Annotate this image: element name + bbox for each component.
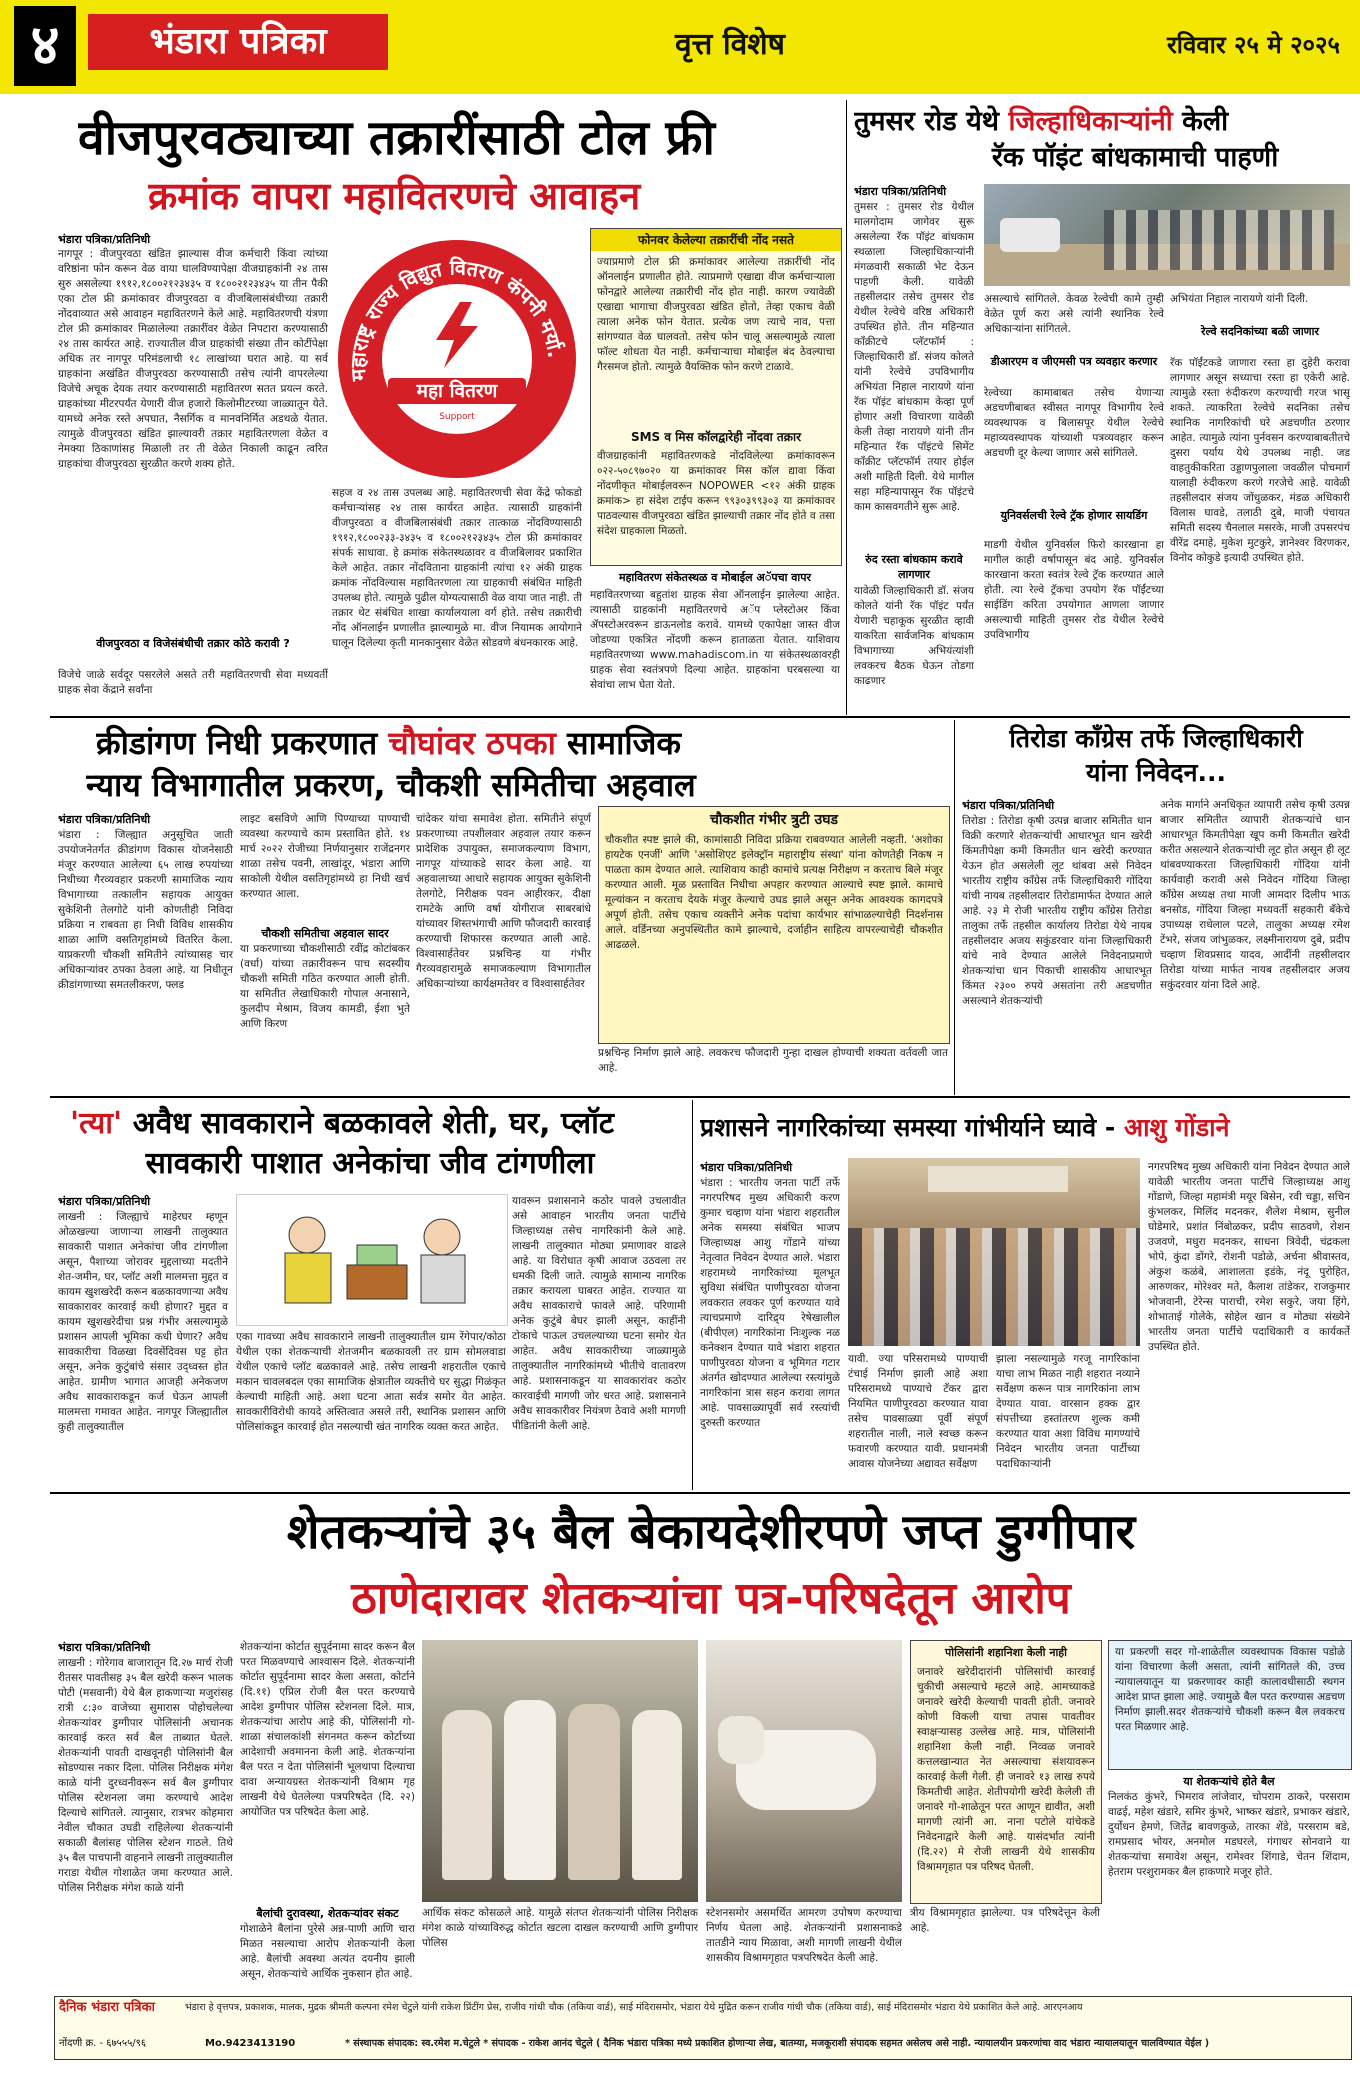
story2-col1: तुमसर : तुमसर रोड येथील मालगोदाम जागेवर सुरू असलेल्या रॅक पॉइंट बांधकाम स्थळाला जिल्हाधिकाऱ्यांनी मंगळवारी सकाळी भेट देऊन पाहणी केली. यावेळी तहसीलदार तसेच तुमसर रोड येथील रेल्वेचे वरिष्ठ अधिकारी उपस्थित होते. तीन महिन्यात कॉंक्रीटचे प्लॅटफॉर्म : जिल्हाधिकारी डॉ. संजय कोलते यांनी रेल्वेचे उपविभागीय अभियंता निहाल नारायणे यांना रॅक पॉइंट बांधकाम केव्हा पूर्ण होणार अशी विचारणा यावेळी केली तेव्हा नारायणे यांनी तीन महिन्यात रॅक पॉइंटचे सिमेंट कॉंक्रीट प्लॅटफॉर्म तयार होईल अशी माहिती दिली. येथे मागील सहा महिन्यापासून रॅक पॉइंटचे काम कासवगतीने सुरू आहे. <box>854 201 974 513</box>
story7-col4b: स्टेशनसमोर असमर्थित आमरण उपोषण करण्याचा निर्णय घेतला आहे. शेतकऱ्यांनी प्रशासनाकडे तातडीने न्याय मिळावा, अशी मागणी लाखनी येथील शासकीय विश्रामगृहात पत्रपरिषदेत केली आहे. <box>706 1907 902 1964</box>
story1-dateline: भंडारा पत्रिका/प्रतिनिधी <box>58 233 151 246</box>
story3-col4b: प्रश्नचिन्ह निर्माण झाले आहे. लवकरच फौजदारी गुन्हा दाखल होण्याची शक्यता वर्तवली जात आहे. <box>598 1047 948 1074</box>
story1-headline: वीजपुरवठ्याच्या तक्रारींसाठी टोल फ्री <box>78 110 715 166</box>
story1-col3b: महावितरणच्या बहुतांश ग्राहक सेवा ऑनलाईन झालेल्या आहेत. त्यासाठी ग्राहकांनी महावितरणचे अॅप प्लेस्टोअर किंवा ॲपस्टोअरवरून डाऊनलोड करावे. यामध्ये एकापेक्षा जास्त वीज जोडण्या एकत्रित नोंदणी करून हाताळता येतात. याशिवाय महावितरणच्या www.mahadiscom.in या संकेतस्थळावरही ग्राहक सेवा स्वतंत्रपणे दिल्या आहेत. ग्राहकांना घरबसल्या या सेवांचा लाभ घेता येतो. <box>590 589 840 691</box>
story6-col1: भंडारा : भारतीय जनता पार्टी तर्फे नगरपरिषद मुख्य अधिकारी करण कुमार चव्हाण यांना भंडारा शहरातील अनेक समस्या संबंधित भाजप जिल्हाध्यक्ष आशु गोंडाने यांच्या नेतृत्वात निवेदन देण्यात आले. भंडारा शहरामध्ये नागरिकांच्या मूलभूत सुविधा संबंधित पाणीपुरवठा योजना लवकरात लवकर पूर्ण करण्यात यावे त्याचप्रमाणे दारिद्र्य रेषेखालील (बीपीएल) नागरिकांना निःशुल्क नळ कनेक्शन देण्यात यावे भंडारा शहरात पाणीपुरवठा योजना व भूमिगत गटार अंतर्गत खोदण्यात आलेल्या रस्त्यांमुळे नागरिकांना त्रास सहन करावा लागत आहे. पावसाळ्यापूर्वी सर्व रस्त्यांची दुरुस्ती करण्यात <box>700 1177 840 1429</box>
story5-col1: लाखनी : जिल्ह्याचे माहेरघर म्हणून ओळखल्या जाणाऱ्या लाखनी तालुक्यात सावकारी पाशात अनेकांचा जीव टांगणीला असून, पैशाच्या जोरावर मुद्दलाच्या मदतीने शेत-जमीन, घर, प्लॉट अशी मालमत्ता मुद्दत व कायम खुशखरेदी करून बळकावणाऱ्या अवैध सावकारावर कारवाई कधी होणार? मुद्दत व कायम खुशखरेदीचा प्रश्न गंभीर असल्यामुळे प्रशासन आपली भूमिका कधी घेणार? अवैध सावकारीचा विळखा दिवसेंदिवस घट्ट होत असून, अनेक कुटुंबांचे संसार उद्ध्वस्त होत आहेत. ग्रामीण भागात आजही अनेकजण अवैध सावकाराकडून कर्ज घेऊन आपली मालमत्ता गमावत आहेत. नागपूर जिल्ह्यातील कुही तालुक्यातील <box>58 1211 228 1433</box>
story2-headline-red: जिल्हाधिकाऱ्यांनी <box>1008 106 1173 137</box>
issue-date: रविवार २५ मे २०२५ <box>1166 31 1340 59</box>
story2-col3b: रॅक पॉईंटकडे जाणारा रस्ता हा दुहेरी करावा लागणार असून सध्याचा रस्ता हा एकेरी आहे. त्यामुळे रस्ता रुंदीकरण करण्याची गरज भासू शकते. त्याकरिता रेल्वेचे सदनिका तसेच स्थानिक नागरिकांची घरे अडचणीत ठरणार आहेत. त्यामुळे त्यांना पुर्नवसन करण्याबाबतीतचे दुसरा पर्याय येथे उपलब्ध नाही. जड वाहतुकीकरिता उड्डाणपुलाला जवळील पोचमार्ग यालाही रुंदीकरण करणे गरजेचे आहे. यावेळी तहसीलदार संजय जोंधुळकर, मंडळ अधिकारी विलास घावडे, तलाठी दुबे, माजी पंचायत समिती सदस्य चैनलाल मसरके, माजी उपसरपंच वीरेंद्र दमाहे, मुकेश मुटकुरे, ज्ञानेश्वर विरणकर, विनोद कोकुडे इत्यादी उपस्थित होते. <box>1170 357 1350 564</box>
photo-vehicle <box>1000 218 1060 252</box>
footer-brand: दैनिक भंडारा पत्रिका <box>59 2000 155 2015</box>
story6-col3: झाला नसल्यामुळे गरजू नागरिकांना याचा लाभ मिळत नाही शहरात नव्याने सर्वेक्षण करून पात्र नागरिकांना लाभ देण्यात यावा. वारसान हक्क द्वार संपत्तीच्या हस्तांतरण शुल्क कमी करण्यात यावा अशा विविध मागण्यांचे निवेदन भारतीय जनता पार्टीच्या पदाधिकाऱ्यांनी <box>996 1353 1140 1470</box>
story7-box-title: पोलिसांनी शहानिशा केली नाही <box>945 1646 1067 1659</box>
story2-sub3: युनिवर्सलची रेल्वे ट्रॅक होणार सायडिंग <box>1000 509 1148 522</box>
vertical-divider-2 <box>954 720 955 1095</box>
vertical-divider-3 <box>692 1100 693 1490</box>
story3-col2b: या प्रकरणाच्या चौकशीसाठी रवींद्र कोटांबकर (वर्धा) यांच्या तक्रारीवरून पाच सदस्यीय चौकशी समिती गठित करण्यात आली होती. या समितीत लेखाधिकारी गोपाल अनासाने, कुलदीप मेश्राम, विजय कामडी, ईशा भुते आणि किरण <box>240 943 410 1030</box>
story4-headline-line2: यांना निवेदन... <box>1086 758 1226 787</box>
story6-dateline: भंडारा पत्रिका/प्रतिनिधी <box>700 1161 793 1174</box>
story1-sub2: महावितरण संकेतस्थळ व मोबाईल अॅपचा वापर <box>619 571 811 584</box>
photo-crowd <box>848 1228 1140 1346</box>
story1-info-box <box>590 228 842 566</box>
story7-col5c: त्रीय विश्रामगृहात झालेल्या. पत्र परिषदेत्तून केली आहे. <box>910 1907 1100 1934</box>
masthead-brand: भंडारा पत्रिका <box>88 14 388 70</box>
story1-box-text: ज्याप्रमाणे टोल फ्री क्रमांकावर आलेल्या तक्रारींची नोंद ऑनलाईन प्रणालीत होते. त्याप्रमाणे एखाद्या वीज कर्मचाऱ्याला फोनद्वारे आलेल्या तक्रारीची नोंद होत नाही. कारण ज्यावेळी एखाद्या भागाचा वीजपुरवठा खंडित होतो, तेव्हा एकाच वेळी त्याला अनेक फोन येतात. प्रत्येक जण त्याचे नाव, पत्ता सांगण्यात वेळ घालवतो. तसेच फोन चालू असल्यामुळे त्याला फॉल्ट शोधता येत नाही. कर्मचाऱ्याचा मोबाईल बंद ठेवल्याचा गैरसमज होतो. त्यामुळे वैयक्तिक फोन करणे टाळावे. <box>597 256 835 373</box>
farmer-figure-1 <box>442 1710 492 1880</box>
page-header <box>0 0 1360 94</box>
story1-box2-title: SMS व मिस कॉलद्वारेही नोंदवा तक्रार <box>630 430 802 444</box>
story3-col2: लाइट बसविणे आणि पिण्याच्या पाण्याची व्यवस्था करण्याचे काम प्रस्तावित होते. १४ मार्च २०२२ रोजीच्या निर्णयानुसार राजेंद्रनगर शाळा तसेच पवनी, लाखांदूर, भंडारा आणि साकोली येथील वसतिगृहांमध्ये हा निधी खर्च करण्यात आला. <box>240 813 410 900</box>
story5-headline-red: 'त्या' <box>70 1106 123 1141</box>
story3-dateline: भंडारा पत्रिका/प्रतिनिधी <box>58 813 151 826</box>
story7-sub2: या शेतकऱ्यांचे होते बैल <box>1183 1775 1275 1788</box>
story7-col2: शेतकऱ्यांना कोर्टात सुपूर्दनामा सादर करून बैल परत मिळवण्याचे आश्वासन दिले. शेतकऱ्यांनी कोर्टात सुपूर्दनामा सादर केला असता, कोर्टाने (दि.११) एप्रिल रोजी बैल परत करण्याचे आदेश डुग्गीपार पोलिस स्टेशनला दिले. मात्र, शेतकऱ्यांचा आरोप आहे की, पोलिसांनी गो-शाळा संचालकांशी संगनमत करून कोर्टाच्या आदेशाची अवमानना केली आहे. शेतकऱ्यांना बैल परत न देता पोलिसांनी भूलथापा दिल्याचा दावा अन्यायग्रस्त शेतकऱ्यांनी विश्राम गृह लाखनी येथे घेतलेल्या पत्रपरिषदेत (दि. २२) आयोजित पत्र परिषदेत केला आहे. <box>240 1641 415 1818</box>
story2-headline-b: केली <box>1182 106 1229 137</box>
logo-name: महा वितरण <box>388 378 526 404</box>
footer-text1: भंडारा हे वृत्तपत्र, प्रकाशक, मालक, मुद्रक श्रीमती कल्पना रमेश चेटुले यांनी राकेश प्रिंटींग प्रेस, राजीव गांधी चौक (तकिया वार्ड), साई मंदिरासमोर, भंडारा येथे मुद्रित करून राजीव गांधी चौक (तकिया वार्ड), साई मंदिरासमोर भंडारा येथे प्रकाशित केले आहे. आरएनआय <box>185 2002 1083 2013</box>
story2-sub1: रुंद रस्ता बांधकाम करावे लागणार <box>865 553 963 581</box>
story3-box-title: चौकशीत गंभीर त्रुटी उघड <box>710 812 838 828</box>
story2-headline-line1 <box>854 104 1354 140</box>
inspection-photo <box>984 184 1350 286</box>
bull-head <box>718 1716 764 1764</box>
horizontal-divider-1 <box>50 716 1350 718</box>
section-title: वृत्त विशेष <box>674 27 786 62</box>
story2-dateline: भंडारा पत्रिका/प्रतिनिधी <box>854 185 947 198</box>
story7-headline-line2: ठाणेदारावर शेतकऱ्यांचा पत्र-परिषदेतून आरोप <box>351 1573 1071 1624</box>
lightning-bolt-icon <box>422 300 492 370</box>
footer-mobile: Mo.9423413190 <box>205 2038 296 2049</box>
vertical-divider-1 <box>846 100 847 715</box>
story7-info-box <box>910 1640 1102 1904</box>
story7-headline-line1: शेतकऱ्यांचे ३५ बैल बेकायदेशीरपणे जप्त डुग्गीपार <box>286 1504 1136 1560</box>
story6-col2: यावी. ज्या परिसरामध्ये पाण्याची टंचाई निर्माण झाली आहे अशा परिसरामध्ये पाण्याचे टँकर द्वारा नियमित पाणीपुरवठा करण्यात यावा तसेच पावसाळ्या पूर्वी संपूर्ण शहरातील नाली, नाले स्वच्छ करून फवारणी करण्यात यावी. प्रधानमंत्री आवास योजनेच्या अद्यावत सर्वेक्षण <box>848 1353 988 1470</box>
story3-headline-l1b: सामाजिक <box>567 724 681 762</box>
story5-dateline: भंडारा पत्रिका/प्रतिनिधी <box>58 1195 151 1208</box>
mahavitaran-logo <box>338 240 576 478</box>
story7-sub1: बैलांची दुरावस्था, शेतकऱ्यांवर संकट <box>256 1907 399 1920</box>
story3-col3: चांदेकर यांचा समावेश होता. समितीने संपूर्ण प्रकरणाच्या तपशीलवार अहवाल तयार करून प्रादेशिक उपायुक्त, समाजकल्याण विभाग, नागपूर यांच्याकडे सादर केला आहे. या अहवालाच्या आधारे सहायक आयुक्त सुकेशिनी तेलगोटे, निरीक्षक पवन आहीरकर, दीक्षा रामटेके आणि वर्षा योगीराज साबरबांधे यांच्यावर शिस्तभंगाची आणि फौजदारी कारवाई करण्याची शिफारस करण्यात आली आहे. विश्वासार्हतेवर प्रश्नचिन्ह या गंभीर गैरव्यवहारामुळे समाजकल्याण विभागातील अधिकाऱ्यांच्या कार्यक्षमतेवर व विश्वासार्हतेवर <box>416 813 591 990</box>
logo-support-text: Support <box>439 412 475 422</box>
story7-col1: लाखनी : गोरेगाव बाजारातून दि.२७ मार्च रोजी रीतसर पावतीसह ३५ बैल खरेदी करून भालक पोटी (मसवानी) येथे बैल हाकणाऱ्या मजुरांसह रात्री ८:३० वाजेच्या सुमारास पोहोचलेल्या शेतकऱ्यांवर डुग्गीपार पोलिसांनी अचानक कारवाई करत सर्व बैल ताब्यात घेतले. शेतकऱ्यांनी पावती दाखवूनही पोलिसांनी बैल सोडण्यास नकार दिला. पोलिस निरीक्षक मंगेश काळे यांनी दुरध्वनीवरून सर्व बैल डुग्गीपार पोलिस स्टेशनला जमा करण्याचे आदेश दिल्याचे सांगितले. त्यानुसार, रात्रभर कोहमारा नेवील चौकात उघडी राहिलेल्या शेतकऱ्यांनी सकाळी बैलांसह पोलिस स्टेशन गाठले. तिथे ३५ बैल पाचपानी वाहनाने लाखनी तालुक्यातील गराडा येथील गोशाळेत जमा करण्यात आले. पोलिस निरीक्षक मंगेश काळे यांनी <box>58 1657 233 1894</box>
story1-sub1: वीजपुरवठा व विजेसंबंधीची तक्रार कोठे करावी ? <box>96 637 290 650</box>
story6-col4: नगरपरिषद मुख्य अधिकारी यांना निवेदन देण्यात आले यावेळी भारतीय जनता पार्टीचे जिल्हाध्यक्ष आशु गोंडाणे, जिल्हा महामंत्री मयूर बिसेन, रवी चड्डा, सचिन कुंभलकर, मिलिंद मदनकर, शैलेश मेश्राम, सुनील घोडेमारे, प्रशांत निंबोळकर, प्रदीप साठवणे, रोशन उजवणे, मधुरा मदनकर, साधना त्रिवेदी, चंद्रकला भोपे, कुंदा डोंगरे, रोशनी पडोळे, अर्चना श्रीवास्तव, अंकुश कळंबे, आशालता इडंके, नंदू पुरोहित, आरुणकर, मोरेश्वर मते, कैलाश तांडेकर, राजकुमार भोजवानी, टेरेन्स पाराची, रमेश सकुरे, जया हिंगे, शोभाताई गोलेके, सोहेल खान व मोठ्या संख्येने भारतीय जनता पार्टीचे पदाधिकारी व कार्यकर्ते उपस्थित होते. <box>1148 1161 1350 1353</box>
story1-box2-text: वीजग्राहकांनी महावितरणकडे नोंदविलेल्या क्रमांकावरून ०२२-५०८९७०२० या क्रमांकावर मिस कॉल द्यावा किंवा नोंदणीकृत मोबाईलवरून NOPOWER <१२ अंकी ग्राहक क्रमांक> हा संदेश टाईप करून ९९३०३९९३०३ या क्रमांकावर पाठवल्यास वीजपुरवठा खंडित झाल्याची तक्रार नोंद होते व तसा संदेश ग्राहकाला मिळतो. <box>597 450 835 537</box>
horizontal-divider-3 <box>50 1492 1350 1494</box>
page-number: ४ <box>14 6 76 86</box>
story3-headline-line2: न्याय विभागातील प्रकरण, चौकशी समितीचा अहवाल <box>86 766 696 804</box>
story2-col3: अभियंता निहाल नारायणे यांनी दिली. <box>1170 293 1309 305</box>
photo-people <box>1104 210 1334 270</box>
story5-headline-l1: अवैध सावकाराने बळकावले शेती, घर, प्लॉट <box>132 1106 615 1141</box>
story7-col3b: आर्थिक संकट कोसळले आहे. यामुळे संतप्त शेतकऱ्यांनी पोलिस निरीक्षक मंगेश काळे यांच्याविरुद्ध कोर्टात खटला दाखल करण्याची आणि डुग्गीपार पोलिस <box>422 1907 698 1949</box>
story1-col2: सहज व २४ तास उपलब्ध आहे. महावितरणची सेवा केंद्रे फोकडो कर्मचाऱ्यांसह २४ तास कार्यरत आहेत. त्यासाठी ग्राहकांनी वीजपुरवठा व वीजबिलासंबंधी तक्रार तात्काळ नोंदविण्यासाठी १९१२,१८००२३३-३४३५ व १८००२१२३४३५ टोल फ्री क्रमांकावर संपर्क साधावा. हे क्रमांक संकेतस्थळावर व वीजबिलावर प्रकाशित केले आहेत. तक्रार नोंदविताना ग्राहकांनी त्यांचा १२ अंकी ग्राहक क्रमांक नोंदविल्यास महावितरणला त्या ग्राहकाची संबंधित माहिती उपलब्ध होते. त्यामुळे पुढील योग्यत्यासाठी वेळ वाया जात नाही. ती तक्रार थेट संबंधित शाखा कार्यालयाला वर्ग होते. तसेच तक्रारीची नोंद ऑनलाईन प्रणालीत झाल्यामुळे मा. वीज नियामक आयोगाने घालून दिलेल्या कृती मानकानुसार वेळेत सोडवणे बंधनकारक आहे. <box>332 487 582 649</box>
story7-box-text: जनावरे खरेदीदारांनी पोलिसांची कारवाई चुकीची असल्याचे म्हटले आहे. आमच्याकडे जनावरे खरेदी केल्याची पावती होती. जनावरे कोणी विकली याचा तपास पावतीवर स्वाक्षऱ्यासह उल्लेख आहे. मात्र, पोलिसांनी शहानिशा केली नाही. निव्वळ जनावरे कत्तलखान्यात नेत असल्याचा संशयावरून कारवाई केली गेली. ही जनावरे १३ लाख रुपये किमतीची आहेत. शेतीपयोगी खरेदी केलेली ती जनावरे गो-शाळेतून परत आणून द्यावीत, अशी मागणी त्यांनी आ. नाना पटोले यांचेकडे निवेदनाद्वारे केली आहे. यासंदर्भात त्यांनी (दि.२२) मे रोजी लाखनी येथे शासकीय विश्रामगृहात पत्र परिषद घेतली. <box>917 1666 1095 1873</box>
logo-arc-label: महाराष्ट्र राज्य विद्युत वितरण कंपनी मर्या. <box>345 255 568 382</box>
story5-col4: यावरून प्रशासनाने कठोर पावले उचलावीत असे आवाहन भारतीय जनता पार्टीचे जिल्हाध्यक्ष तसेच नागरिकांनी केले आहे. लाखनी तालुक्यात मोठ्या प्रमाणावर वाढले आहे. या विरोधात कृषी आवाज उठवला तर धमकी दिली जाते. त्यामुळे सामान्य नागरिक तक्रार करायला घाबरत आहेत. राज्यात या अवैध सावकाराचे फावले आहे. परिणामी अनेक कुटुंबे बेघर झाली असून, काहींनी टोकाचे पाऊल उचलल्याच्या घटना समोर येत आहेत. अवैध सावकारीच्या जाळ्यामुळे तालुक्यातील नागरिकांमध्ये भीतीचे वातावरण आहे. प्रशासनाकडून या सावकारांवर कठोर कारवाईची मागणी जोर धरत आहे. प्रशासनाने अवैध सावकारीवर नियंत्रण ठेवावे अशी मागणी पीडितांनी केली आहे. <box>512 1195 686 1432</box>
story2-headline-line2: रॅक पॉइंट बांधकामाची पाहणी <box>991 142 1279 173</box>
story2-col2: असल्याचे सांगितले. केवळ रेल्वेची कामे तुम्ही वेळेत पूर्ण करा असे त्यांनी स्थानिक रेल्वे अधिकाऱ्यांना सांगितले. <box>984 293 1164 335</box>
photo-banner <box>928 1166 1068 1192</box>
farmer-figure-4 <box>632 1710 682 1880</box>
story3-info-box <box>598 806 950 1044</box>
footer-box <box>54 1996 1352 2060</box>
moneylender-cartoon <box>236 1194 508 1326</box>
footer-reg: नोंदणी क्र. - ६७५५५/९६ <box>59 2038 147 2049</box>
story7-dateline: भंडारा पत्रिका/प्रतिनिधी <box>58 1641 151 1654</box>
footer-text2: * संस्थापक संपादक: स्व.रमेश म.चेटुले * संपादक - राकेश आनंद चेटुले ( दैनिक भंडारा पत्रिका मध्ये प्रकाशित होणाऱ्या लेख, बातम्या, मजकूराशी संपादक सहमत असेलच असे नाही. न्यायालयीन प्रकरणांचा वाद भंडारा न्यायालयातून चालविण्यात येईल ) <box>345 2038 1210 2049</box>
story1-col1: नागपूर : वीजपुरवठा खंडित झाल्यास वीज कर्मचारी किंवा त्यांच्या वरिष्ठांना फोन करून वेळ वाया घालविण्यापेक्षा वीजग्राहकांनी २४ तास सुरु असलेल्या १९१२,१८००२१२३४३५ व १८००२१२३४३५ या तीन पैकी एका टोल फ्री क्रमांकावर वीजपुरवठा व वीजबिलासंबंधीच्या तक्रारी नोंदवाव्यात असे आवाहन महावितरणने केले आहे. महावितरणची यंत्रणा टोल फ्री क्रमांकावर मिळालेल्या तक्रारींवर वेळेत निपटारा करण्यासाठी २४ तास कार्यरत आहे. राज्यातील वीज ग्राहकांची संख्या तीन कोटींपेक्षा अधिक तर नागपूर परिमंडलाची १८ लाखांच्या घरात आहे. या सर्व ग्राहकांना अखंडित वीजपुरवठा करण्यासाठी तसेच त्यांनी वापरलेल्या विजेचे अचूक देयक तयार करण्यासाठी महावितरण सतत प्रयत्न करते. ग्राहकांच्या मीटरपर्यंत येणारी वीज हजारो किलोमीटरच्या जाळ्यातून येते. यामध्ये अनेक रस्ते अपघात, नैसर्गिक व मानवनिर्मित अडथळे येतात. त्यामुळे वीजपुरवठा खंडित झाल्यावरी तक्रार महावितरणला वेळेत व नेमक्या ठिकाणांसह मिळाली तर ती वेळेत निकाली काढून त्वरित ग्राहकांचा वीजपुरवठा सुरळीत करणे शक्य होते. <box>58 248 328 470</box>
story2-sub2: डीआरएम व जीएमसी पत्र व्यवहार करणार <box>990 355 1158 368</box>
farmers-photo <box>422 1640 698 1902</box>
story7-info-box-2 <box>1108 1640 1352 1770</box>
cartoon-illustration <box>237 1195 507 1325</box>
story1-subhead: क्रमांक वापरा महावितरणचे आवाहन <box>148 174 641 218</box>
story7-col6: निलकंठ कुंभरे, भिमराव लांजेवार, चोपराम ठाकरे, परसराम वाढई, महेश खंडारे, समिर कुंभरे, भाष्कर खंडारे, प्रभाकर खंडारे, दुर्योधन हेमणे, जितेंद्र बावणकुळे, तारका शेंडे, परसराम बडे, रामप्रसाद भोयर, अनमोल मडघरले, गंगाधर सोनवाने या शेतकऱ्यांचा समावेश असून, रामेश्वर शिंगाडे, चेतन शिंदाम, हेतराम परशुरामकर बैल हाकणारे मजूर होते. <box>1108 1791 1350 1878</box>
farmer-figure-2 <box>504 1700 556 1880</box>
story1-box-title: फोनवर केलेल्या तक्रारींची नोंद नसते <box>591 229 841 251</box>
story4-dateline: भंडारा पत्रिका/प्रतिनिधी <box>962 799 1055 812</box>
horizontal-divider-2 <box>50 1096 1350 1098</box>
story3-sub1: चौकशी समितीचा अहवाल सादर <box>261 927 389 940</box>
story2-sub4: रेल्वे सदनिकांच्या बळी जाणार <box>1201 325 1319 338</box>
story3-box-text: चौकशीत स्पष्ट झाले की, कामांसाठी निविदा प्रक्रिया राबवण्यात आलेली नव्हती. 'अशोका हायटेक एनर्जी' आणि 'असोशिएट इलेक्ट्रॉन महाराष्ट्रीय संस्था' यांना कोणतेही निकष न पाळता काम देण्यात आले. त्याशिवाय काही कामांचे प्रत्यक्ष निरीक्षण न करताच बिले मंजूर करण्यात आली. मूळ प्रस्तावित निधीचा अपहार करण्यात आल्याचे स्पष्ट झाले. कामाचे मूल्यांकन न करताच देयके मंजूर केल्याचे उघड झाले असून अनेक आवश्यक कागदपत्रे अपूर्ण होती. तसेच एकाच व्यक्तीने अनेक पदांचा कार्यभार सांभाळल्याचेही निदर्शनास आले. वर्डिनच्या अनुपस्थितीत कामे झाल्याचे, दर्जाहीन साहित्य वापरल्याचेही चौकशीत आढळले. <box>605 834 943 951</box>
bulls-photo <box>706 1640 902 1902</box>
story7-box2-text: या प्रकरणी सदर गो-शाळेतील व्यवस्थापक विकास पडोळे यांना विचारणा केली असता, त्यांनी सांगितले की, उच्च न्यायालयातून या प्रकरणावर काही कालावधीसाठी स्थगन आदेश प्राप्त झाला आहे. ज्यामुळे बैल परत करण्यास अडचण निर्माण झाली.सदर शेतकऱ्यांचे चौकशी करून बैल लवकरच परत मिळणार आहे. <box>1115 1646 1345 1733</box>
story2-col1b: यावेळी जिल्हाधिकारी डॉ. संजय कोलते यांनी रॅक पॉइंट पर्यंत येणारी चहाकूक सुरळीत व्हावी याकरिता सार्वजनिक बांधकाम विभागाच्या अभियंत्यांशी लवकरच बैठक घेऊन तोडगा काढणार <box>854 585 974 687</box>
story3-headline-l1a: क्रीडांगण निधी प्रकरणात <box>96 724 378 762</box>
story3-col1: भंडारा : जिल्ह्यात अनुसूचित जाती उपयोजनेतर्गत क्रीडांगण विकास योजनेसाठी मंजूर करण्यात आलेल्या ६५ लाख रुपयांच्या निधीच्या गैरव्यवहार प्रकरणी सामाजिक न्याय विभागाच्या तत्कालीन सहायक आयुक्त सुकेशिनी तेलगोटे यांनी कोणतीही निविदा प्रक्रिया न राबवता हा निधी विविध शासकीय शाळा आणि वसतिगृहांमध्ये वितरित केला. याप्रकरणी चौकशी समितीने त्यांच्यासह चार अधिकाऱ्यांवर ठपका ठेवला आहे. या निधीतून क्रीडांगणाच्या समतलीकरण, फ्लड <box>58 829 233 991</box>
memo-photo <box>848 1158 1140 1346</box>
story6-headline-b: आशु गोंडाने <box>1123 1113 1230 1142</box>
story6-headline-a: प्रशासने नागरिकांच्या समस्या गांभीर्याने घ्यावे - <box>700 1113 1116 1142</box>
story5-headline-line1 <box>70 1104 670 1144</box>
farmer-figure-3 <box>568 1704 620 1880</box>
story3-headline-line1 <box>96 722 926 764</box>
story4-col1: तिरोडा : तिरोडा कृषी उत्पन्न बाजार समितीत धान विक्री करणारे शेतकऱ्यांची आधारभूत धान खरेदी किंमतीपेक्षा कमी किमतीत धान खरेदी करण्यात येऊन होत असलेली लूट थांबवा असे निवेदन भारतीय राष्ट्रीय काँग्रेस तर्फे जिल्हाधिकारी गोंदिया यांची नायब तहसीलदार तिरोडामार्फत देण्यात आले आहे. २३ मे रोजी भारतीय राष्ट्रीय काँग्रेस तिरोडा तालुका तर्फे तहसील कार्यालय तिरोडा येथे नायब तहसीलदार अजय सकुंडरवार यांना जिल्हाधिकारी यांचे नावे देण्यात आलेले निवेदनाप्रमाणे शेतकऱ्यांचा धान पिकाची शासकीय आधारभूत किंमत २३०० रुपये असतांना तरी अडचणीत असल्याने शेतकऱ्यांची <box>962 815 1152 1007</box>
story1-col1b: विजेचे जाळे सर्वदूर पसरलेले असते तरी महावितरणची सेवा मध्यवर्ती ग्राहक सेवा केंद्राने सर्वांना <box>58 669 328 696</box>
story2-col2b: रेल्वेच्या कामाबाबत तसेच येणाऱ्या अडचणीबाबत स्वीसत नागपूर विभागीय रेल्वे व्यवस्थापक व बिलासपूर येथील रेल्वेचे महाव्यवस्थापक यांच्याशी पत्रव्यवहार करून अडचणी दूर केल्या जाणार असे सांगितले. <box>984 387 1164 459</box>
story3-headline-l1red: चौघांवर ठपका <box>388 724 556 762</box>
story6-headline <box>700 1110 1352 1146</box>
story7-col2b: गोशाळेने बैलांना पुरेसे अन्न-पाणी आणि चारा मिळत नसल्याचा आरोप शेतकऱ्यांनी केला आहे. बैलांची अवस्था अत्यंत दयनीय झाली असून, शेतकऱ्यांचे आर्थिक नुकसान होत आहे. <box>240 1923 415 1980</box>
story2-headline-a: तुमसर रोड येथे <box>854 106 1000 137</box>
story2-col2c: माडगी येथील युनिवर्सल फिरो कारखाना हा मागील काही वर्षापासून बंद आहे. युनिवर्सल कारखाना करता स्वतंत्र रेल्वे ट्रॅक करण्यात आले होती. त्या रेल्वे ट्रॅकचा उपयोग रॅक पॉईंटच्या साईडिंग करिता उपयोगात आणला जाणार असल्याची माहिती तुमसर रोड येथील रेल्वेचे उपविभागीय <box>984 539 1164 641</box>
story5-headline-line2: सावकारी पाशात अनेकांचा जीव टांगणीला <box>145 1146 595 1181</box>
story5-col3: एका गावच्या अवैध सावकाराने लाखनी तालुक्यातील ग्राम रेंगेपार/कोठा येथील एका शेतकऱ्याची शेतजमीन बळकावली तर ग्राम सोमलवाडा येथील एकाचे प्लॉट बळकावले आहे. तसेच लाखनी शहरातील एकाचे मकान चावलबदल एका सामाजिक क्षेत्रातील व्यक्तीचे घर सुद्धा गिळंकृत केल्याची माहिती आहे. अशा घटना आता सर्वत्र समोर येत आहेत. सावकारीविरोधी कायदे अस्तित्वात असले तरी, स्थानिक प्रशासन आणि पोलिसांकडून कारवाई होत नसल्याची खंत नागरिक व्यक्त करत आहेत. <box>236 1331 506 1433</box>
story4-headline-line1: तिरोडा काँग्रेस तर्फे जिल्हाधिकारी <box>1009 724 1303 753</box>
story4-col2: अनेक मार्गाने अनधिकृत व्यापारी तसेच कृषी उत्पन्न बाजार समितीत व्यापारी शेतकऱ्यांचे धान आधारभूत किमतीपेक्षा खूप कमी किमतीत खरेदी करीत असल्याने शेतकऱ्यांची लूट होत असून ही लूट थांबवण्याकरता जिल्हाधिकारी गोंदिया यांनी कार्यवाही करावी असे निवेदन गोंदिया जिल्हा काँग्रेस अध्यक्ष तथा माजी आमदार दिलीप भाऊ बनसोड, गोंदिया जिल्हा मध्यवर्ती सहकारी बँकेचे उपाध्यक्ष राधेलाल पटले, तालुका अध्यक्ष रमेश टेंभरे, संजय जांभुळकर, लक्ष्मीनारायण दुबे, प्रदीप चव्हाण शिवप्रसाद यादव, आदींनी तहसीलदार तिरोडा यांच्या मार्फत नायब तहसीलदार अजय सकुंदरवार यांना दिले आहे. <box>1160 799 1350 991</box>
